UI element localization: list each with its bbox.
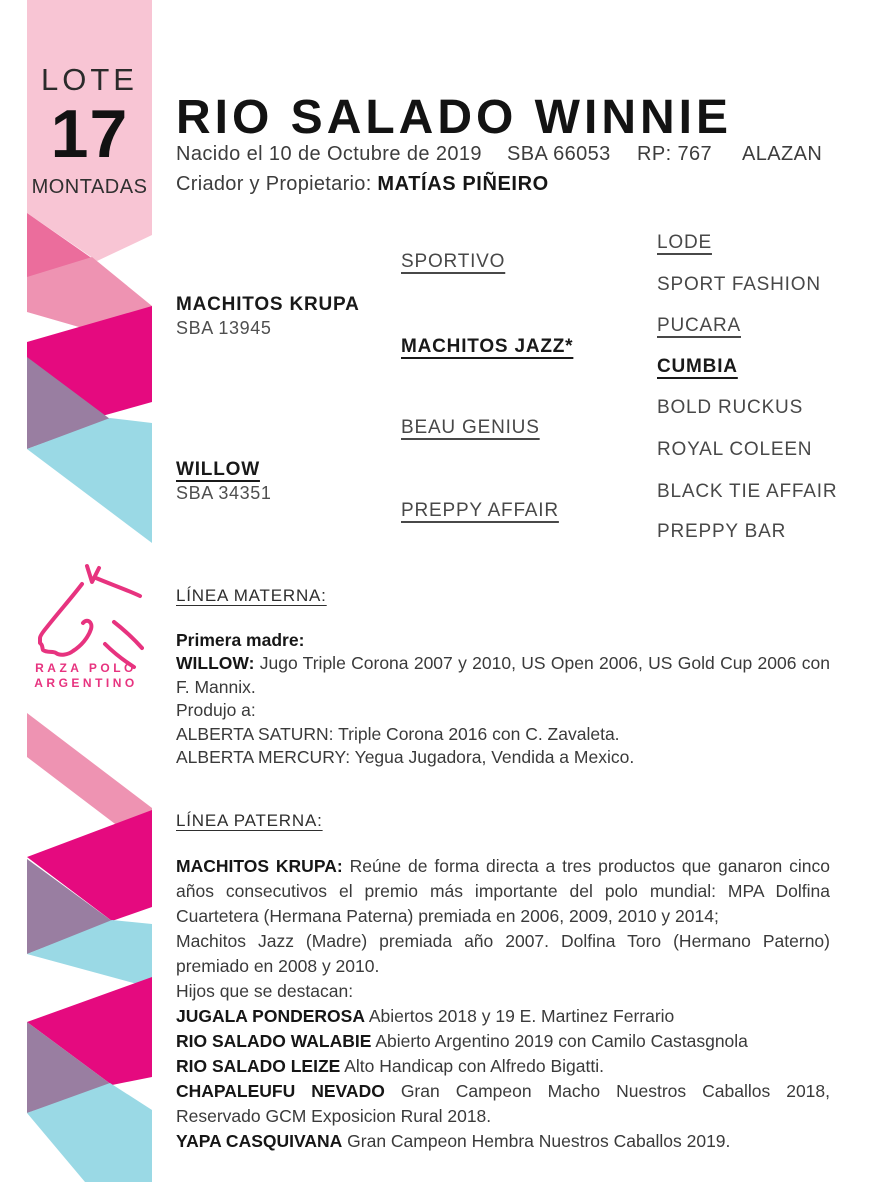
- pedigree-dam: WILLOW: [176, 459, 260, 480]
- horse-head-logo-icon: [30, 556, 144, 670]
- page-title: RIO SALADO WINNIE: [176, 91, 732, 144]
- pedigree-entry: ROYAL COLEEN: [657, 439, 813, 460]
- offspring-item: YAPA CASQUIVANA Gran Campeon Hembra Nuestros Caballos 2019.: [176, 1131, 731, 1151]
- logo-line1: RAZA POLO: [35, 661, 137, 675]
- produced-item: ALBERTA MERCURY: Yegua Jugadora, Vendida a Mexico.: [176, 747, 635, 767]
- pedigree-entry: BOLD RUCKUS: [657, 397, 804, 418]
- pedigree-sire-sba: SBA 13945: [176, 318, 272, 338]
- pedigree-entry: MACHITOS JAZZ*: [401, 336, 574, 357]
- offspring-item: JUGALA PONDEROSA Abiertos 2018 y 19 E. Martinez Ferrario: [176, 1006, 675, 1026]
- breeder-label: Criador y Propietario:: [176, 173, 378, 195]
- maternal-line-section: [176, 584, 830, 770]
- pedigree-entry: PUCARA: [657, 315, 741, 336]
- logo-wordmark: [28, 661, 144, 691]
- lot-label: LOTE: [41, 62, 138, 97]
- logo-line2: ARGENTINO: [34, 676, 138, 690]
- offspring-item: RIO SALADO LEIZE Alto Handicap con Alfredo Bigatti.: [176, 1056, 604, 1076]
- pedigree-entry: CUMBIA: [657, 356, 738, 377]
- offspring-item: RIO SALADO WALABIE Abierto Argentino 2019 con Camilo Castasgnola: [176, 1031, 748, 1051]
- breeder-line: [176, 173, 549, 196]
- maternal-heading: LÍNEA MATERNA:: [176, 586, 327, 605]
- pedigree-entry: PREPPY BAR: [657, 521, 787, 542]
- pedigree-entry: SPORT FASHION: [657, 274, 821, 295]
- pedigree-entry: LODE: [657, 232, 712, 253]
- birth-date: Nacido el 10 de Octubre de 2019: [176, 143, 482, 165]
- sire-name: MACHITOS KRUPA:: [176, 856, 343, 876]
- rp-number: RP: 767: [637, 143, 713, 165]
- dam-record: Jugo Triple Corona 2007 y 2010, US Open 2006, US Gold Cup 2006 con F. Mannix.: [176, 653, 830, 697]
- horse-mane-stroke: [114, 622, 142, 648]
- sire-paragraph: [176, 854, 830, 929]
- horse-mane-stroke: [96, 578, 140, 596]
- paternal-line-section: [176, 808, 830, 1154]
- lot-number: 17: [50, 96, 129, 172]
- offspring-item: CHAPALEUFU NEVADO Gran Campeon Macho Nuestros Caballos 2018, Reservado GCM Exposicion Rural 2018.: [176, 1081, 830, 1126]
- breeder-name: MATÍAS PIÑEIRO: [377, 173, 549, 195]
- pedigree-sire: MACHITOS KRUPA: [176, 294, 360, 315]
- pedigree-entry: PREPPY AFFAIR: [401, 500, 559, 521]
- sire-record: Reúne de forma directa a tres productos que ganaron cinco años consecutivos el premio más importante del polo mundial: MPA Dolfina Cuartetera (Hermana Paterna) premiada en 2006, 2009, 2010 y 2014;: [176, 856, 830, 926]
- paternal-heading: LÍNEA PATERNA:: [176, 811, 323, 830]
- dam-paragraph: [176, 652, 830, 699]
- pedigree-entry: BEAU GENIUS: [401, 417, 540, 438]
- produced-label: Produjo a:: [176, 700, 256, 720]
- sire-paragraph-2: Machitos Jazz (Madre) premiada año 2007. Dolfina Toro (Hermano Paterno) premiado en 2008 y 2010.: [176, 931, 830, 976]
- lot-category: MONTADAS: [31, 176, 148, 198]
- lot-box: [27, 0, 152, 213]
- produced-item: ALBERTA SATURN: Triple Corona 2016 con C. Zavaleta.: [176, 723, 620, 744]
- pedigree-dam-sba: SBA 34351: [176, 483, 272, 503]
- maternal-subheading: Primera madre:: [176, 629, 305, 650]
- coat-color: ALAZAN: [742, 143, 823, 165]
- pedigree-entry: BLACK TIE AFFAIR: [657, 481, 838, 502]
- sba-number: SBA 66053: [507, 143, 611, 165]
- horse-head-outline: [40, 584, 91, 655]
- offspring-label: Hijos que se destacan:: [176, 981, 354, 1001]
- dam-name: WILLOW:: [176, 653, 255, 673]
- pedigree-entry: SPORTIVO: [401, 251, 506, 272]
